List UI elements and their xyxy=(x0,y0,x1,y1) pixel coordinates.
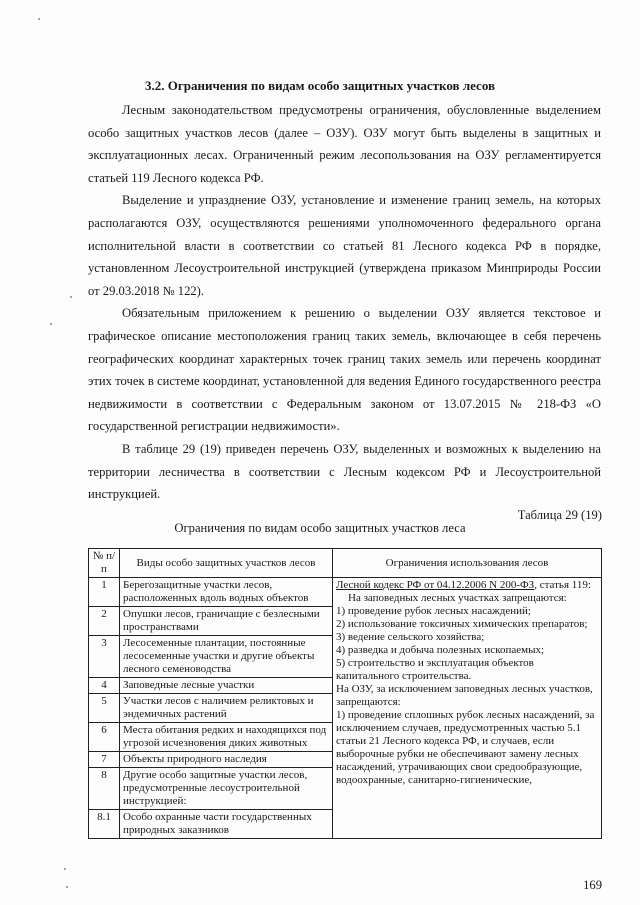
limits-cell xyxy=(333,578,602,839)
row-kind: Заповедные лесные участки xyxy=(120,678,333,694)
row-kind: Места обитания редких и находящихся под угрозой исчезновения диких животных xyxy=(120,723,333,752)
header-num: № п/п xyxy=(89,549,120,578)
reserved-item: 3) ведение сельского хозяйства; xyxy=(336,631,485,643)
reserved-item: 5) строительство и эксплуатация объектов капитального строительства. xyxy=(336,657,534,682)
law-reference: Лесной кодекс РФ от 04.12.2006 N 200-ФЗ xyxy=(336,579,535,591)
table-row xyxy=(89,578,602,607)
reserved-item: 4) разведка и добыча полезных ископаемых; xyxy=(336,644,545,656)
reserved-item: 1) проведение рубок лесных насаждений; xyxy=(336,605,531,617)
header-kind: Виды особо защитных участков лесов xyxy=(120,549,333,578)
paragraph: Обязательным приложением к решению о выделении ОЗУ является текстовое и графическое описание местоположения границ таких земель, включающее в себя перечень географических координат характерных точек границ таких земель или перечень координат этих точек в системе координат, установленной для ведения Единого государственного реестра недвижимости в соответствии с Федеральным законом от 13.07.2015 № 218-ФЗ «О государственной регистрации недвижимости». xyxy=(88,306,601,434)
row-num: 8.1 xyxy=(89,810,120,839)
section-heading: 3.2. Ограничения по видам особо защитных участков лесов xyxy=(144,78,496,93)
table-title: Ограничения по видам особо защитных участков леса xyxy=(174,521,466,535)
page-number: 169 xyxy=(583,878,602,892)
law-reference-tail: , статья 119: xyxy=(534,579,591,591)
row-num: 5 xyxy=(89,694,120,723)
scan-speck xyxy=(64,868,66,870)
row-num: 7 xyxy=(89,752,120,768)
reserved-item: 2) использование токсичных химических препаратов; xyxy=(336,618,588,630)
row-kind: Объекты природного наследия xyxy=(120,752,333,768)
scan-speck xyxy=(66,886,68,888)
row-num: 3 xyxy=(89,636,120,678)
scan-speck xyxy=(70,296,72,298)
row-num: 4 xyxy=(89,678,120,694)
ozu-intro: На ОЗУ, за исключением заповедных лесных участков, запрещаются: xyxy=(336,683,593,708)
row-kind: Участки лесов с наличием реликтовых и эндемичных растений xyxy=(120,694,333,723)
reserved-intro: На заповедных лесных участках запрещаются: xyxy=(348,592,567,604)
restrictions-table xyxy=(88,548,602,839)
paragraph: Лесным законодательством предусмотрены ограничения, обусловленные выделением особо защитных участков лесов (далее – ОЗУ). ОЗУ могут быть выделены в защитных и эксплуатационных лесах. Ограниченный режим лесопользования на ОЗУ регламентируется статьей 119 Лесного кодекса РФ. xyxy=(88,103,601,185)
paragraph: Выделение и упразднение ОЗУ, установление и изменение границ земель, на которых располагаются ОЗУ, осуществляются решениями уполномоченного федерального органа исполнительной власти в соответствии со статьей 81 Лесного кодекса РФ в порядке, установленном Лесоустроительной инструкцией (утверждена приказом Минприроды России от 29.03.2018 № 122). xyxy=(88,193,601,298)
row-kind: Берегозащитные участки лесов, расположенных вдоль водных объектов xyxy=(120,578,333,607)
row-kind: Опушки лесов, граничащие с безлесными пространствами xyxy=(120,607,333,636)
row-kind: Лесосеменные плантации, постоянные лесосеменные участки и другие объекты лесного семеноводства xyxy=(120,636,333,678)
row-num: 8 xyxy=(89,768,120,810)
row-num: 2 xyxy=(89,607,120,636)
law-reference-line xyxy=(336,579,598,592)
scan-speck xyxy=(50,323,52,325)
table-number: Таблица 29 (19) xyxy=(517,508,602,522)
table-header-row xyxy=(89,549,602,578)
scan-speck xyxy=(38,18,40,20)
row-kind: Особо охранные части государственных природных заказников xyxy=(120,810,333,839)
row-kind: Другие особо защитные участки лесов, предусмотренные лесоустроительной инструкцией: xyxy=(120,768,333,810)
body-text xyxy=(88,99,601,506)
ozu-item: 1) проведение сплошных рубок лесных насаждений, за исключением случаев, предусмотренных частью 5.1 статьи 21 Лесного кодекса РФ, и случаев, если выборочные рубки не обеспечивают замену лесных насаждений, утрачивающих свои средообразующие, водоохранные, санитарно-гигиенические, xyxy=(336,709,595,786)
row-num: 6 xyxy=(89,723,120,752)
header-limits: Ограничения использования лесов xyxy=(333,549,602,578)
paragraph: В таблице 29 (19) приведен перечень ОЗУ, выделенных и возможных к выделению на территории лесничества в соответствии с Лесным кодексом РФ и Лесоустроительной инструкцией. xyxy=(88,441,601,502)
row-num: 1 xyxy=(89,578,120,607)
